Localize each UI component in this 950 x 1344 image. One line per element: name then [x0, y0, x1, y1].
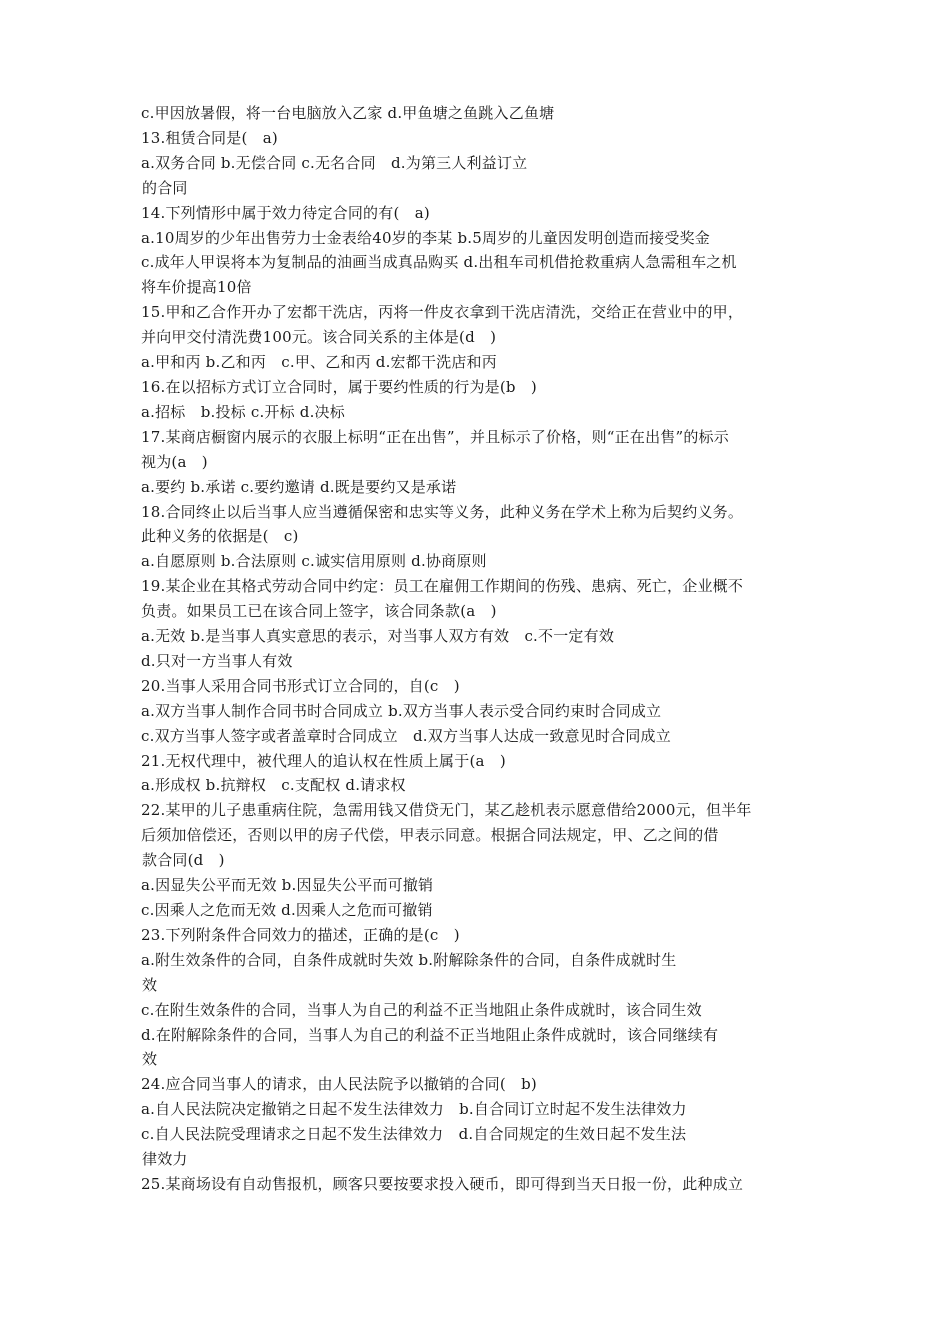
- text-line: c.甲因放暑假，将一台电脑放入乙家 d.甲鱼塘之鱼跳入乙鱼塘: [141, 104, 555, 122]
- text-line: d.在附解除条件的合同，当事人为自己的利益不正当地阻止条件成就时，该合同继续有: [141, 1025, 719, 1044]
- text-line: 后须加倍偿还，否则以甲的房子代偿，甲表示同意。根据合同法规定，甲、乙之间的借: [141, 826, 719, 845]
- question-16: 16.在以招标方式订立合同时，属于要约性质的行为是(b ): [141, 377, 537, 396]
- text-line: a.甲和丙 b.乙和丙 c.甲、乙和丙 d.宏都干洗店和丙: [141, 353, 497, 372]
- text-line: a.双方当事人制作合同书时合同成立 b.双方当事人表示受合同约束时合同成立: [141, 701, 662, 720]
- text-line: c.自人民法院受理请求之日起不发生法律效力 d.自合同规定的生效日起不发生法: [141, 1125, 687, 1144]
- question-22: 22.某甲的儿子患重病住院，急需用钱又借贷无门，某乙趁机表示愿意借给2000元，但半年: [141, 801, 752, 820]
- text-line: a.因显失公平而无效 b.因显失公平而可撤销: [141, 876, 434, 895]
- question-20: 20.当事人采用合同书形式订立合同的，自(c ): [141, 676, 460, 695]
- text-line: a.附生效条件的合同，自条件成就时失效 b.附解除条件的合同，自条件成就时生: [141, 950, 677, 969]
- question-25: 25.某商场设有自动售报机，顾客只要按要求投入硬币，即可得到当天日报一份，此种成立: [141, 1174, 744, 1193]
- text-line: 负责。如果员工已在该合同上签字，该合同条款(a ): [141, 602, 497, 621]
- text-line: 效: [142, 1050, 158, 1069]
- text-line: a.招标 b.投标 c.开标 d.决标: [141, 402, 345, 421]
- question-15: 15.甲和乙合作开办了宏都干洗店，丙将一件皮衣拿到干洗店清洗，交给正在营业中的甲，: [141, 303, 744, 322]
- text-line: a.10周岁的少年出售劳力士金表给40岁的李某 b.5周岁的儿童因发明创造而接受奖金: [141, 228, 710, 247]
- text-line: 并向甲交付清洗费100元。该合同关系的主体是(d ): [141, 328, 497, 347]
- text-line: d.只对一方当事人有效: [141, 651, 293, 670]
- text-line: c.在附生效条件的合同，当事人为自己的利益不正当地阻止条件成就时，该合同生效: [141, 1000, 702, 1019]
- text-line: 视为(a ): [141, 452, 208, 471]
- text-line: a.自愿原则 b.合法原则 c.诚实信用原则 d.协商原则: [141, 552, 487, 571]
- text-line: a.无效 b.是当事人真实意思的表示，对当事人双方有效 c.不一定有效: [141, 627, 615, 646]
- text-line: 的合同: [142, 178, 188, 197]
- document-body: [141, 101, 821, 1197]
- text-line: c.双方当事人签字或者盖章时合同成立 d.双方当事人达成一致意见时合同成立: [141, 726, 671, 745]
- text-line: 律效力: [142, 1150, 188, 1169]
- question-24: 24.应合同当事人的请求，由人民法院予以撤销的合同( b): [141, 1075, 537, 1094]
- question-14: 14.下列情形中属于效力待定合同的有( a): [141, 203, 430, 222]
- question-21: 21.无权代理中，被代理人的追认权在性质上属于(a ): [141, 751, 506, 770]
- text-line: a.要约 b.承诺 c.要约邀请 d.既是要约又是承诺: [141, 477, 457, 496]
- question-18: 18.合同终止以后当事人应当遵循保密和忠实等义务，此种义务在学术上称为后契约义务。: [141, 502, 744, 521]
- text-line: 将车价提高10倍: [141, 278, 252, 297]
- text-line: 款合同(d ): [142, 851, 225, 870]
- text-line: 效: [142, 975, 158, 994]
- text-line: a.自人民法院决定撤销之日起不发生法律效力 b.自合同订立时起不发生法律效力: [141, 1100, 687, 1119]
- question-19: 19.某企业在其格式劳动合同中约定：员工在雇佣工作期间的伤残、患病、死亡，企业概不: [141, 577, 744, 596]
- question-23: 23.下列附条件合同效力的描述，正确的是(c ): [141, 925, 460, 944]
- question-17: 17.某商店橱窗内展示的衣服上标明“正在出售”，并且标示了价格，则“正在出售”的标示: [141, 427, 729, 446]
- question-13: 13.租赁合同是( a): [141, 128, 278, 147]
- text-line: a.双务合同 b.无偿合同 c.无名合同 d.为第三人利益订立: [141, 153, 528, 172]
- text-line: c.因乘人之危而无效 d.因乘人之危而可撤销: [141, 901, 433, 919]
- text-line: 此种义务的依据是( c): [141, 527, 299, 546]
- text-line: c.成年人甲误将本为复制品的油画当成真品购买 d.出租车司机借抢救重病人急需租车之机: [141, 253, 737, 272]
- text-line: a.形成权 b.抗辩权 c.支配权 d.请求权: [141, 776, 406, 795]
